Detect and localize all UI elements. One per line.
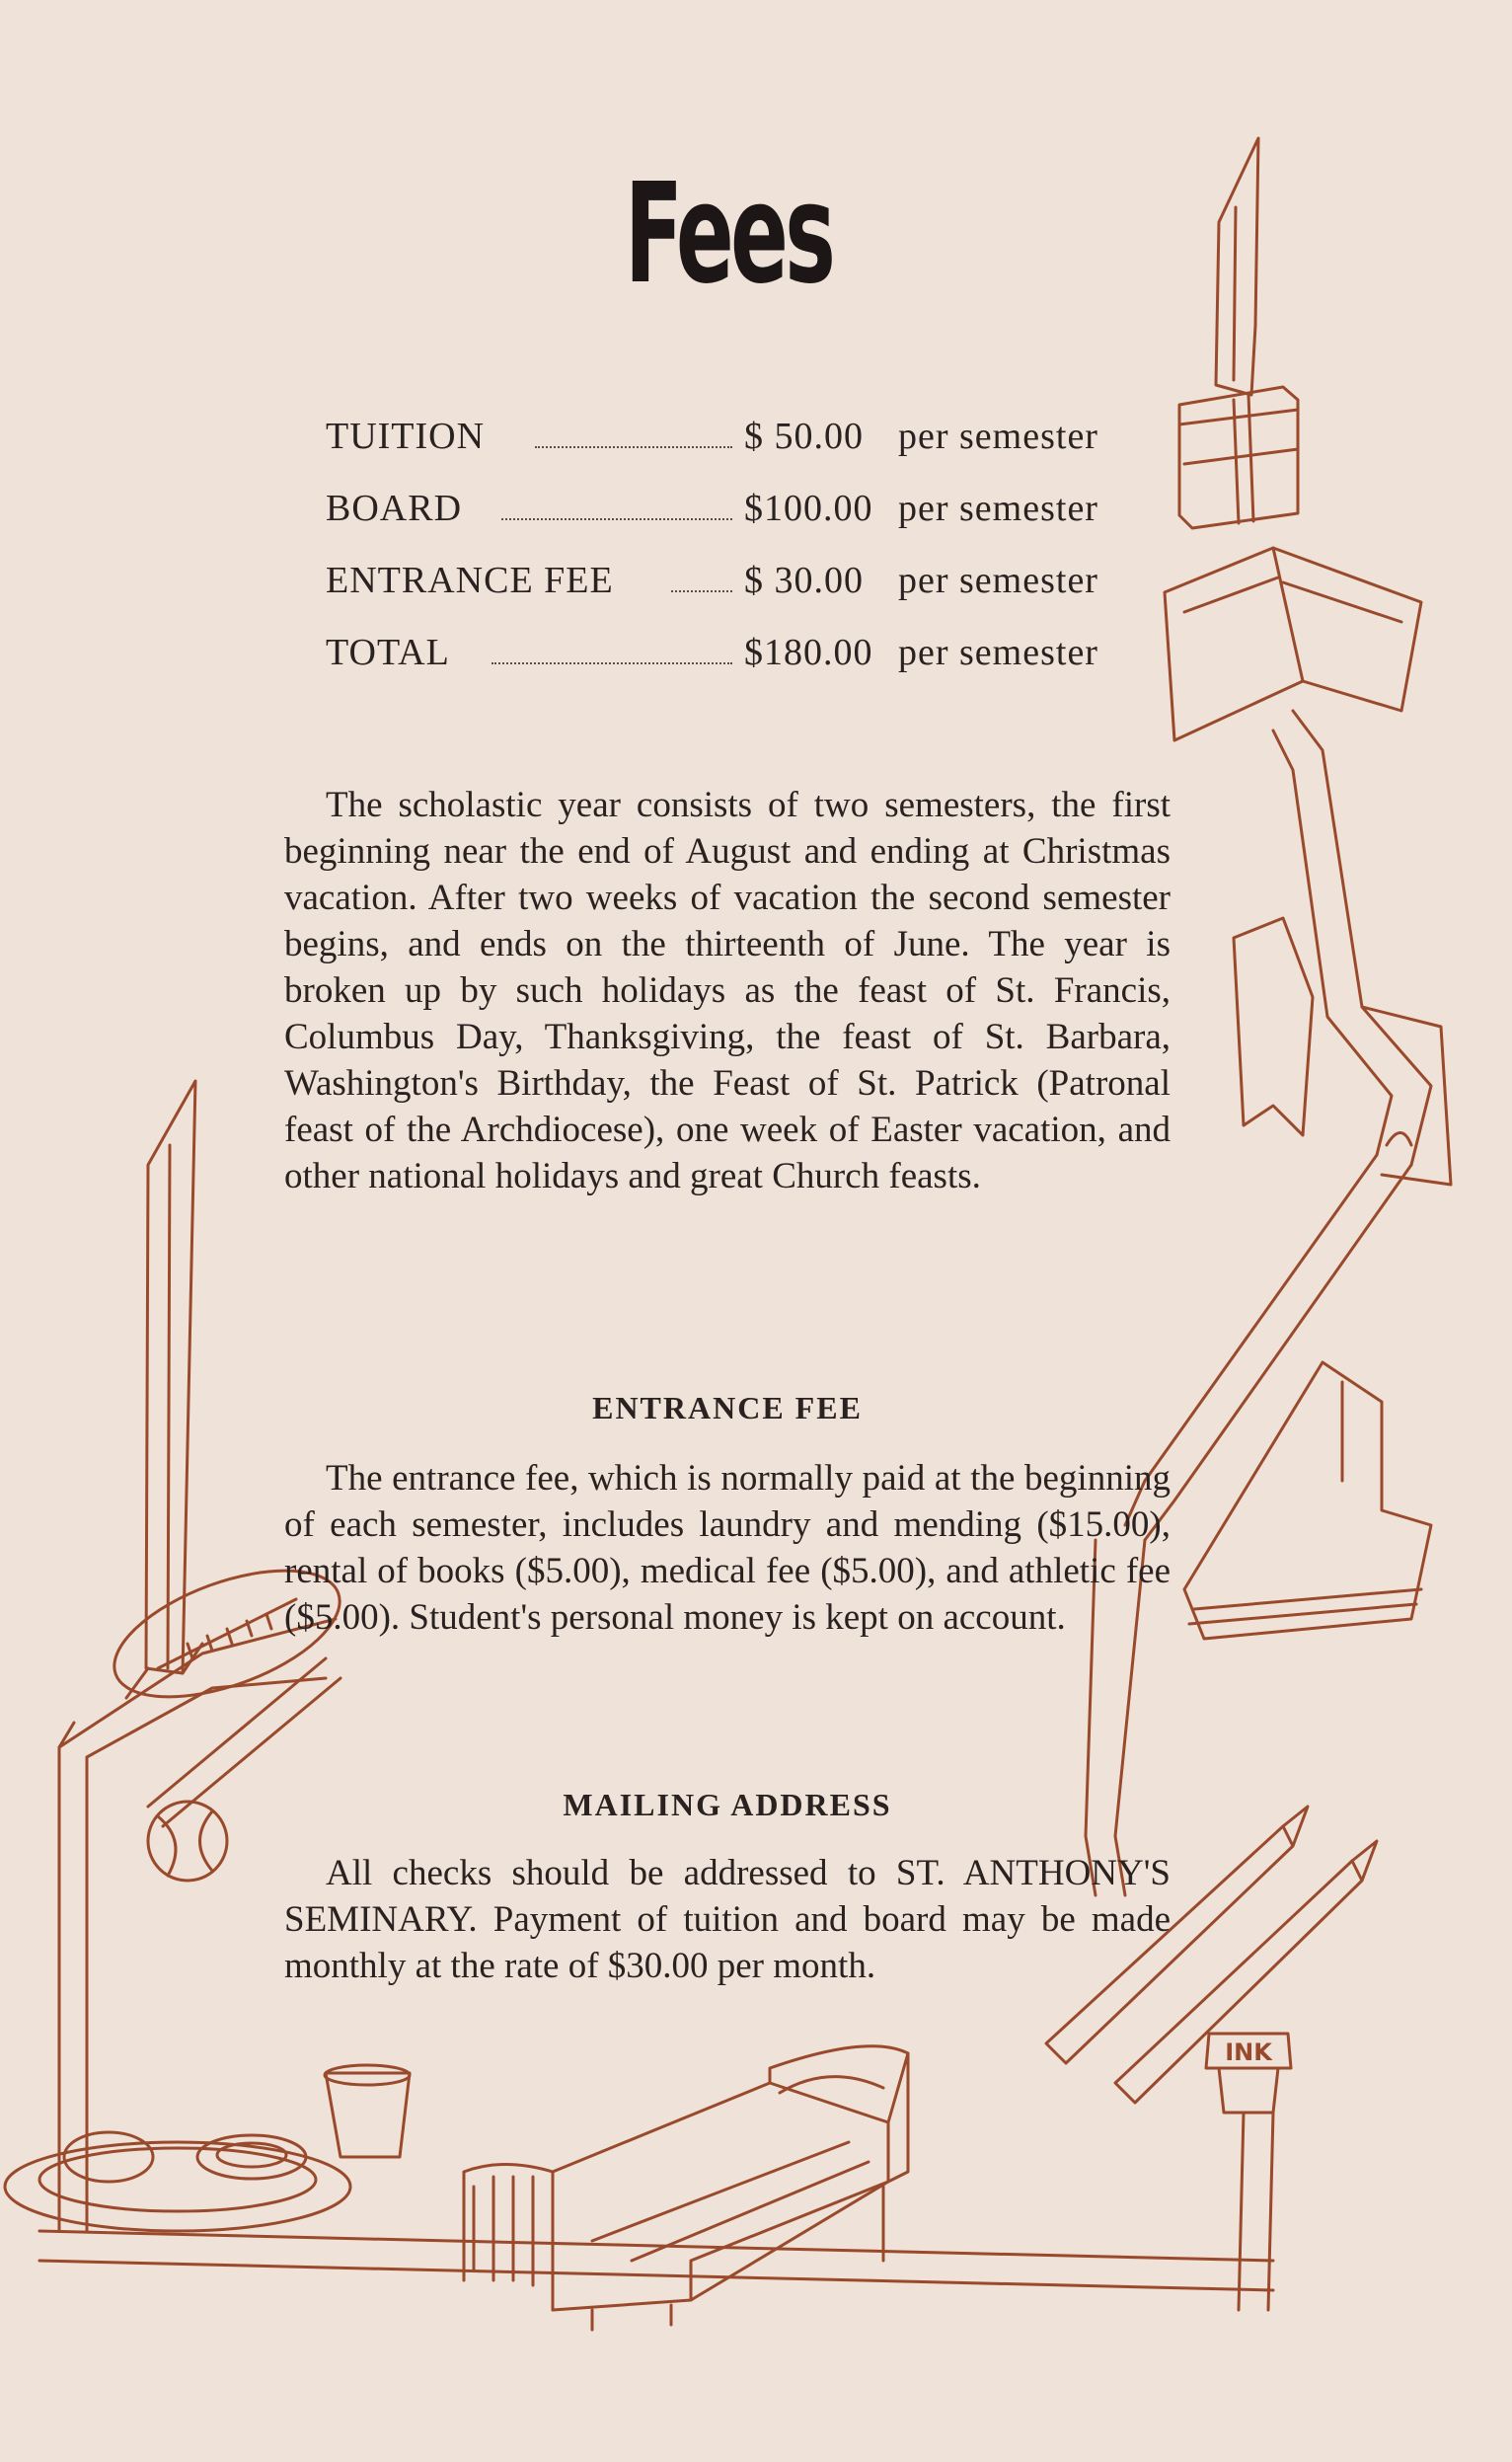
fee-label: TUITION <box>326 416 486 457</box>
fee-row-total <box>326 631 1174 703</box>
fee-amount: $100.00 <box>744 488 873 529</box>
mailing-address-heading: MAILING ADDRESS <box>563 1787 892 1822</box>
leader-dots <box>535 446 732 448</box>
fee-label: TOTAL <box>326 632 450 673</box>
fee-table <box>326 415 1174 703</box>
fee-label: ENTRANCE FEE <box>326 560 614 601</box>
leader-dots <box>671 590 732 592</box>
page-title: Fees <box>624 154 833 315</box>
fee-row-board <box>326 487 1174 559</box>
fee-unit: per semester <box>898 560 1098 601</box>
fee-amount: $180.00 <box>744 632 873 673</box>
intro-paragraph: The scholastic year consists of two semesters, the first beginning near the end of August and ending at Christmas vacation. After two weeks of vacation the second semester begins, and ends on the thirteenth of June. The year is broken up by such holidays as the feast of St. Francis, Columbus Day, Thanksgiving, the feast of St. Barbara, Washington's Birthday, the Feast of St. Patrick (Patronal feast of the Archdiocese), one week of Easter vacation, and other national holidays and great Church feasts. <box>284 785 1171 1196</box>
fee-row-tuition <box>326 415 1174 487</box>
fee-unit: per semester <box>898 488 1098 529</box>
fee-amount: $ 30.00 <box>744 560 864 601</box>
leader-dots <box>491 662 732 664</box>
leader-dots <box>501 518 732 520</box>
entrance-fee-paragraph: The entrance fee, which is normally paid at the beginning of each semester, includes laundry and mending ($15.00), rental of books ($5.00), medical fee ($5.00), and athletic fee ($5.00). Student's personal money is kept on account. <box>284 1458 1171 1638</box>
entrance-fee-heading: ENTRANCE FEE <box>592 1390 863 1425</box>
mailing-address-paragraph: All checks should be addressed to ST. ANTHONY'S SEMINARY. Payment of tuition and board may be made monthly at the rate of $30.00 per month. <box>284 1853 1171 1986</box>
fee-amount: $ 50.00 <box>744 416 864 457</box>
fee-unit: per semester <box>898 632 1098 673</box>
ink-bottle-label: INK <box>1225 2039 1272 2066</box>
fee-label: BOARD <box>326 488 463 529</box>
fee-unit: per semester <box>898 416 1098 457</box>
fee-row-entrance-fee <box>326 559 1174 631</box>
